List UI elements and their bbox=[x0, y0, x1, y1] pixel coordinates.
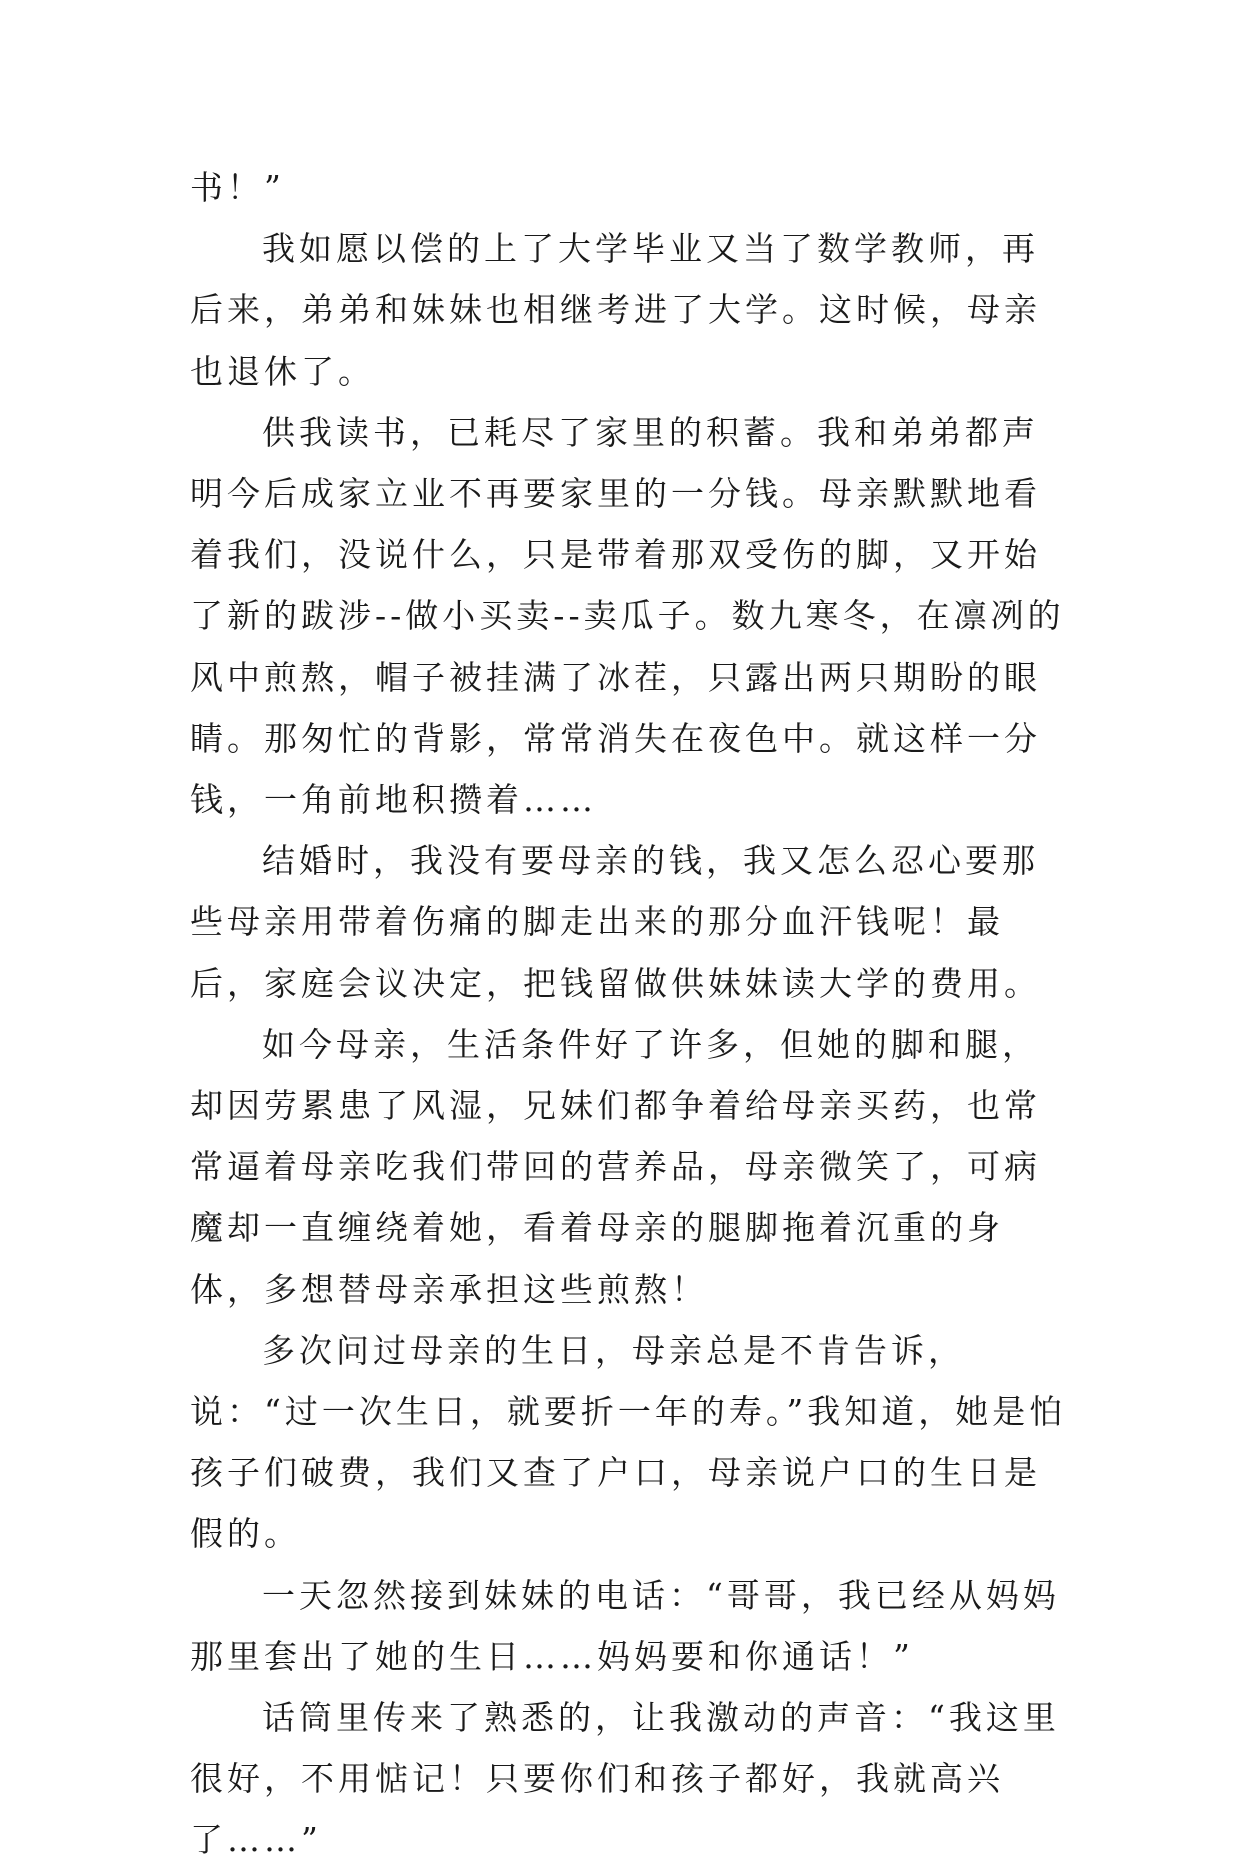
paragraph-3: 供我读书，已耗尽了家里的积蓄。我和弟弟都声明今后成家立业不再要家里的一分钱。母亲默默地看着我们，没说什么，只是带着那双受伤的脚，又开始了新的跋涉--做小买卖--卖瓜子。数九寒冬，在凛冽的风中煎熬，帽子被挂满了冰茬，只露出两只期盼的眼睛。那匆忙的背影，常常消失在夜色中。就这样一分钱，一角前地积攒着…… bbox=[190, 412, 1065, 820]
paragraph-6: 多次问过母亲的生日，母亲总是不肯告诉，说：“过一次生日，就要折一年的寿。”我知道，她是怕孩子们破费，我们又查了户口，母亲说户口的生日是假的。 bbox=[190, 1330, 1067, 1554]
paragraph-5: 如今母亲，生活条件好了许多，但她的脚和腿，却因劳累患了风湿，兄妹们都争着给母亲买药，也常常逼着母亲吃我们带回的营养品，母亲微笑了，可病魔却一直缠绕着她，看着母亲的腿脚拖着沉重的身体，多想替母亲承担这些煎熬！ bbox=[190, 1024, 1041, 1309]
paragraph-4: 结婚时，我没有要母亲的钱，我又怎么忍心要那些母亲用带着伤痛的脚走出来的那分血汗钱呢！最后，家庭会议决定，把钱留做供妹妹读大学的费用。 bbox=[190, 841, 1041, 1003]
paragraph-1: 书！” bbox=[190, 168, 285, 207]
paragraph-2: 我如愿以偿的上了大学毕业又当了数学教师，再后来，弟弟和妹妹也相继考进了大学。这时候，母亲也退休了。 bbox=[190, 229, 1041, 391]
paragraph-7: 一天忽然接到妹妹的电话：“哥哥，我已经从妈妈那里套出了她的生日……妈妈要和你通话！” bbox=[190, 1575, 1060, 1676]
document-body bbox=[190, 157, 1070, 1871]
paragraph-8: 话筒里传来了熟悉的，让我激动的声音：“我这里很好，不用惦记！只要你们和孩子都好，我就高兴了……” bbox=[190, 1698, 1060, 1860]
